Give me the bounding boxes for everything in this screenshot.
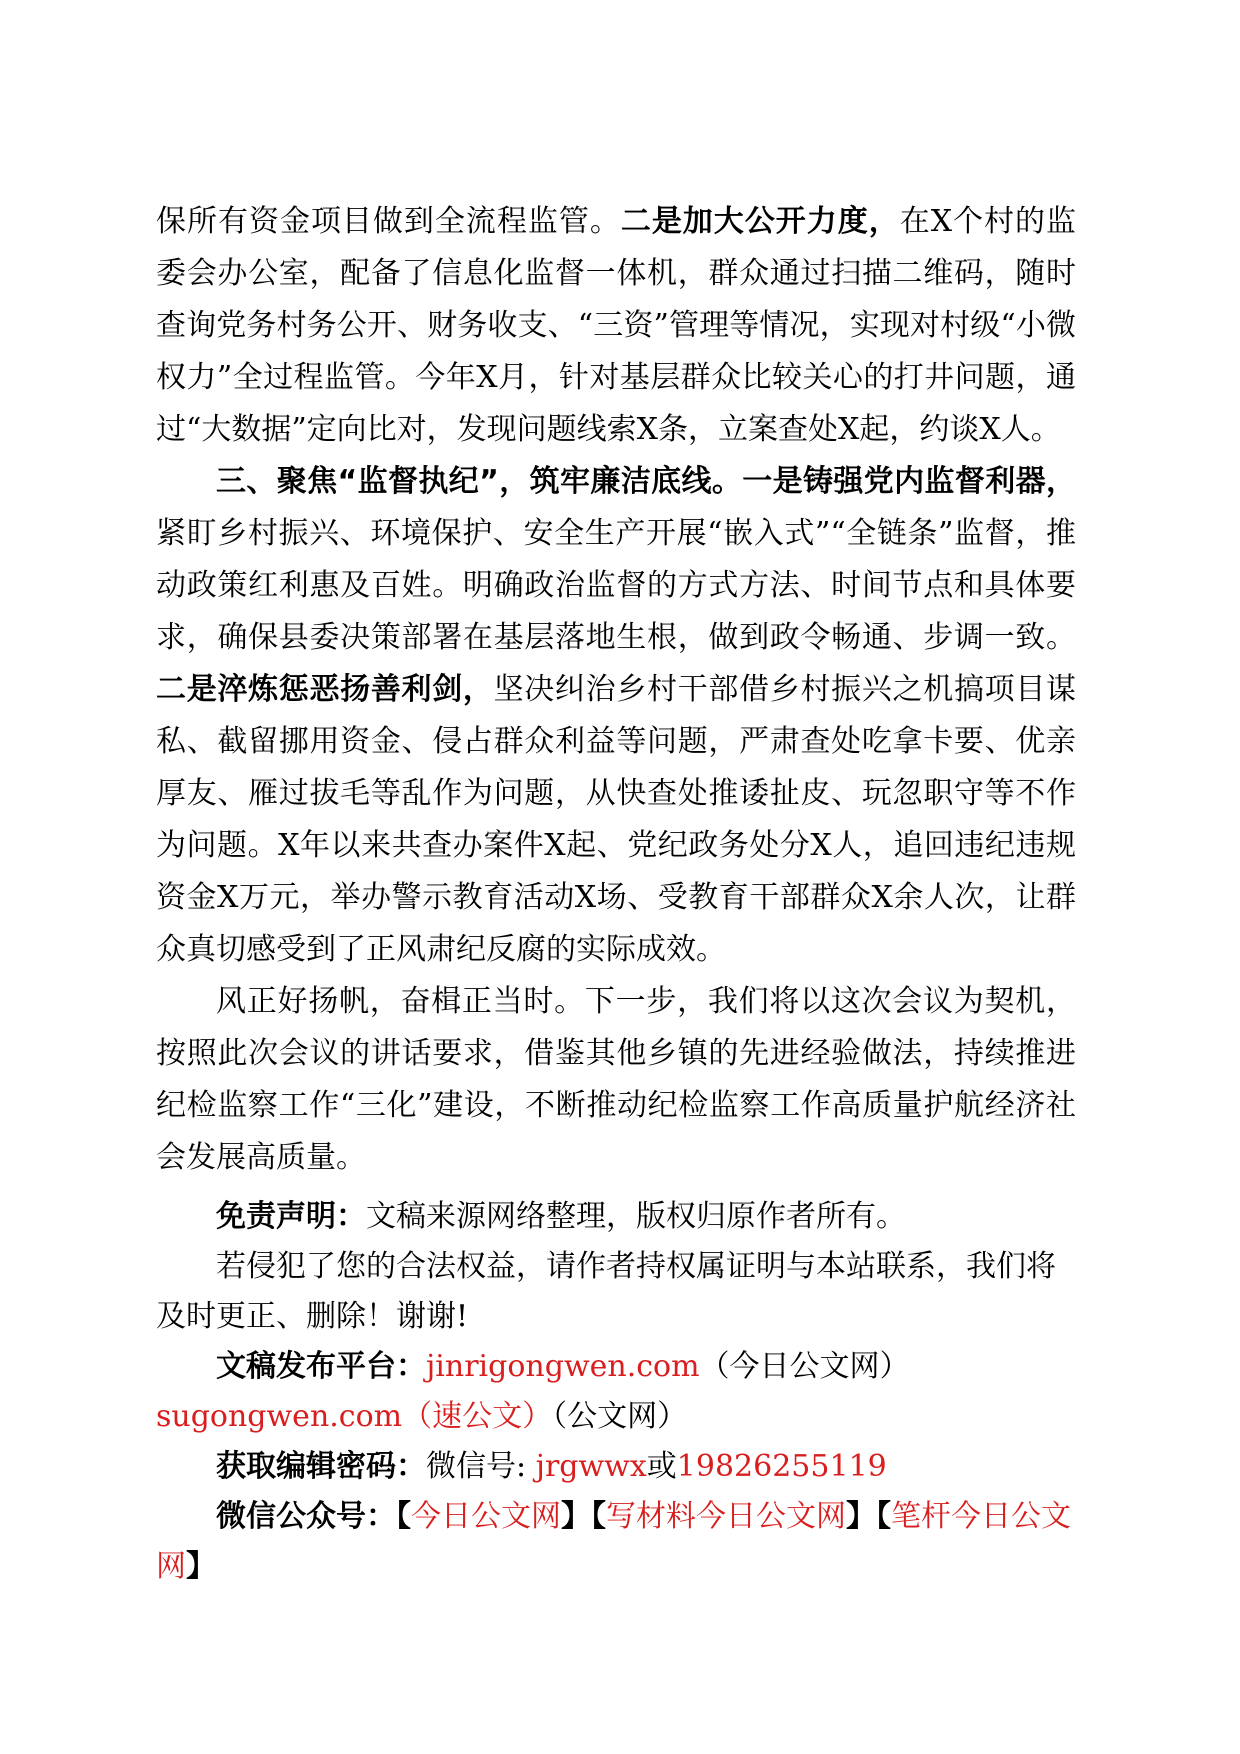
official-accounts-line: 微信公众号：【今日公文网】【写材料今日公文网】【笔杆今日公文网】 [156, 1499, 1071, 1584]
account-link-1[interactable]: 今日公文网 [411, 1499, 561, 1534]
paragraph-1: 保所有资金项目做到全流程监管。二是加大公开力度，在X个村的监委会办公室，配备了信息化监督一体机，群众通过扫描二维码，随时查询党务村务公开、财务收支、“三资”管理等情况，实现对村级“小微权力”全过程监管。今年X月，针对基层群众比较关心的打井问题，通过“大数据”定向比对，发现问题线索X条，立案查处X起，约谈X人。 [156, 204, 1077, 447]
bold-heading: 二是加大公开力度， [620, 204, 900, 239]
disclaimer-contact-line: 若侵犯了您的合法权益，请作者持权属证明与本站联系，我们将及时更正、删除！谢谢! [156, 1249, 1056, 1334]
password-line: 获取编辑密码：微信号: jrgwwx或19826255119 [216, 1449, 887, 1484]
platform-line-2: sugongwen.com（速公文）（公文网） [156, 1399, 688, 1434]
paragraph-2: 三、聚焦“监督执纪”，筑牢廉洁底线。一是铸强党内监督利器，紧盯乡村振兴、环境保护、安全生产开展“嵌入式”“全链条”监督，推动政策红利惠及百姓。明确政治监督的方式方法、时间节点和具体要求，确保县委决策部署在基层落地生根，做到政令畅通、步调一致。二是淬炼惩恶扬善利剑，坚决纠治乡村干部借乡村振兴之机搞项目谋私、截留挪用资金、侵占群众利益等问题，严肃查处吃拿卡要、优亲厚友、雁过拔毛等乱作为问题，从快查处推诿扯皮、玩忽职守等不作为问题。X年以来共查办案件X起、党纪政务处分X人，追回违纪违规资金X万元，举办警示教育活动X场、受教育干部群众X余人次，让群众真切感受到了正风肃纪反腐的实际成效。 [156, 464, 1077, 967]
site-link-jinrigongwen[interactable]: jinrigongwen.com [426, 1349, 700, 1384]
disclaimer-block [156, 1192, 1076, 1592]
bold-heading: 二是淬炼惩恶扬善利剑， [156, 672, 494, 707]
phone-number[interactable]: 19826255119 [676, 1449, 887, 1484]
paragraph-3: 风正好扬帆，奋楫正当时。下一步，我们将以这次会议为契机，按照此次会议的讲话要求，借鉴其他乡镇的先进经验做法，持续推进纪检监察工作“三化”建设，不断推动纪检监察工作高质量护航经济社会发展高质量。 [156, 984, 1076, 1175]
account-link-2[interactable]: 写材料今日公文网 [606, 1499, 846, 1534]
site-link-sugongwen[interactable]: sugongwen.com（速公文） [156, 1399, 553, 1434]
document-body [156, 196, 1076, 1184]
platform-line: 文稿发布平台：jinrigongwen.com（今日公文网） [216, 1349, 910, 1384]
wechat-id[interactable]: jrgwwx [535, 1449, 647, 1484]
section-heading: 三、聚焦“监督执纪”，筑牢廉洁底线。一是铸强党内监督利器， [216, 464, 1076, 499]
account-link-3[interactable]: 笔杆今日公文网 [156, 1499, 1071, 1584]
disclaimer-line: 免责声明：文稿来源网络整理，版权归原作者所有。 [216, 1199, 906, 1234]
